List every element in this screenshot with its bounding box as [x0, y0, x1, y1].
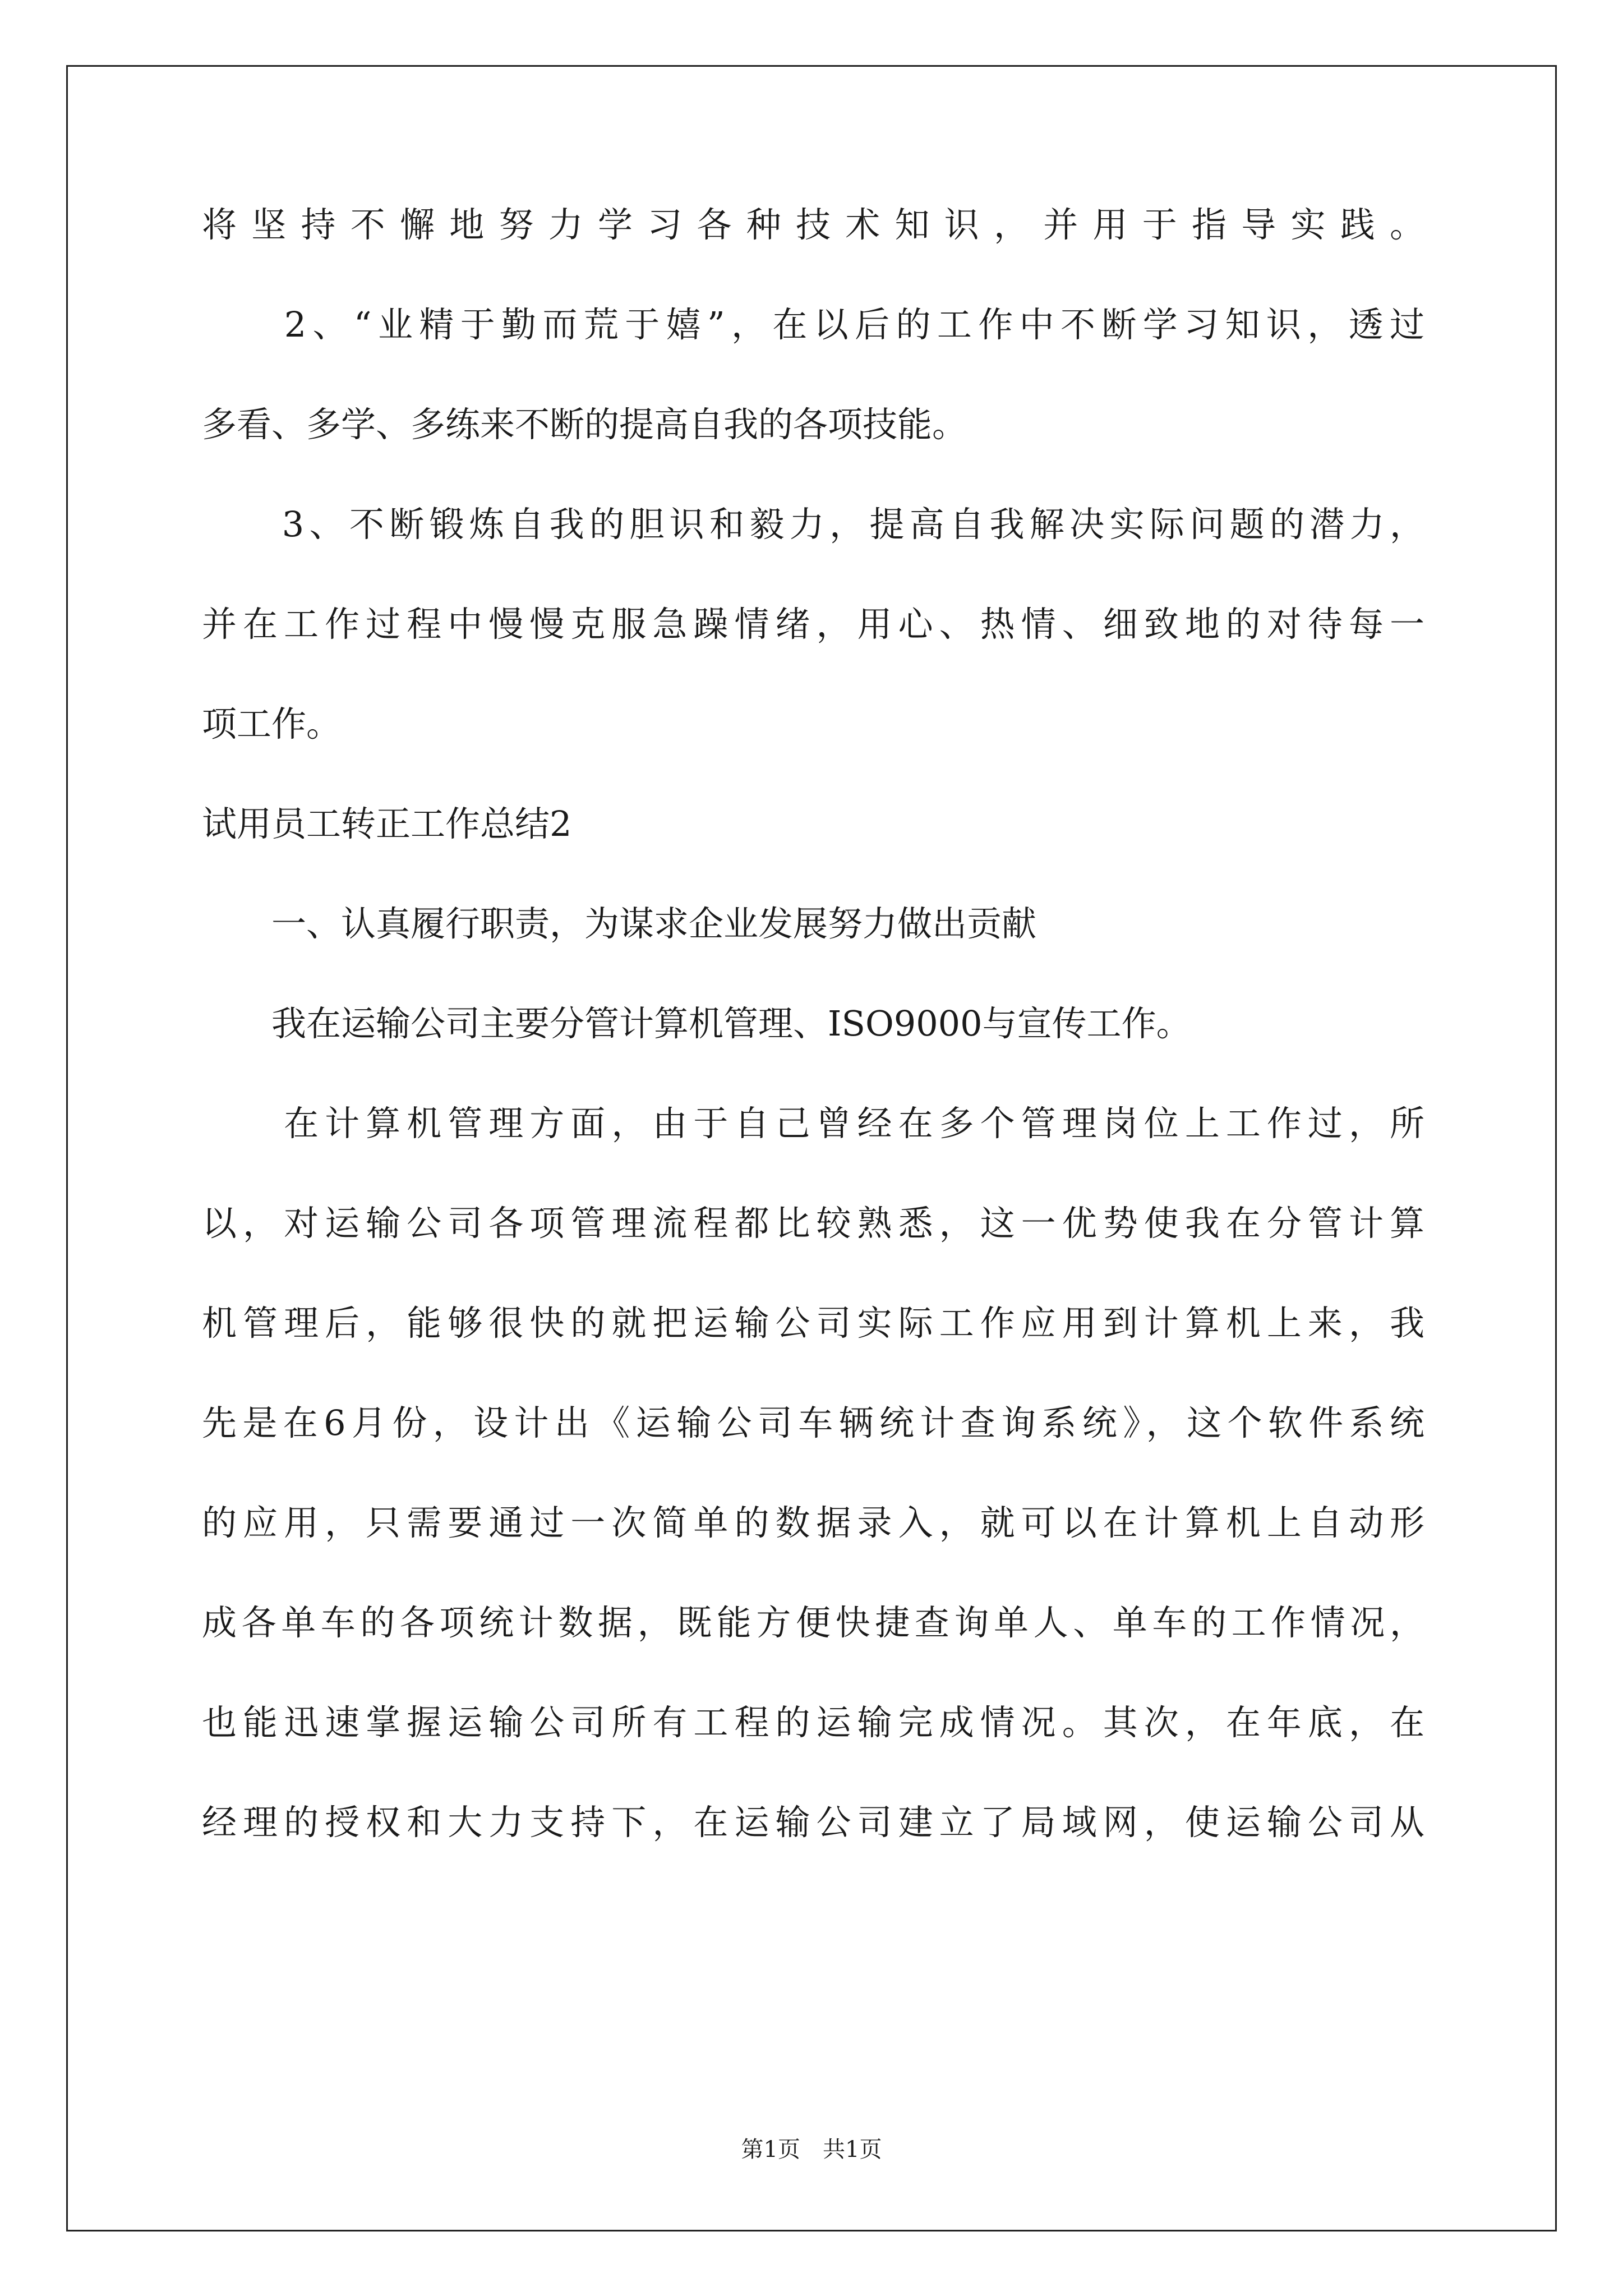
text-line: 机管理后，能够很快的就把运输公司实际工作应用到计算机上来，我: [202, 1303, 1424, 1343]
text-line: 并在工作过程中慢慢克服急躁情绪，用心、热情、细致地的对待每一: [202, 604, 1424, 645]
text-line: 经理的授权和大力支持下，在运输公司建立了局域网，使运输公司从: [202, 1802, 1424, 1843]
text-line: 的应用，只需要通过一次简单的数据录入，就可以在计算机上自动形: [202, 1502, 1424, 1543]
text-line: 3、不断锻炼自我的胆识和毅力，提高自我解决实际问题的潜力，: [202, 504, 1424, 545]
page-number-footer: 第1页 共1页: [741, 2137, 882, 2162]
page-border: [66, 65, 1557, 2231]
text-line: 在计算机管理方面，由于自己曾经在多个管理岗位上工作过，所: [202, 1103, 1424, 1144]
text-line: 成各单车的各项统计数据，既能方便快捷查询单人、单车的工作情况，: [202, 1602, 1424, 1643]
text-line: 先是在6月份，设计出《运输公司车辆统计查询系统》，这个软件系统: [202, 1402, 1424, 1443]
text-line: 我在运输公司主要分管计算机管理、ISO9000与宣传工作。: [202, 1003, 1191, 1044]
text-line: 将坚持不懈地努力学习各种技术知识，并用于指导实践。: [202, 204, 1424, 245]
section-heading: 试用员工转正工作总结2: [202, 803, 572, 844]
text-line: 项工作。: [202, 703, 342, 744]
text-line: 2、“业精于勤而荒于嬉”，在以后的工作中不断学习知识，透过: [202, 304, 1424, 345]
text-line: 也能迅速掌握运输公司所有工程的运输完成情况。其次，在年底，在: [202, 1702, 1424, 1743]
subsection-heading: 一、认真履行职责，为谋求企业发展努力做出贡献: [202, 903, 1037, 944]
text-line: 以，对运输公司各项管理流程都比较熟悉，这一优势使我在分管计算: [202, 1203, 1424, 1244]
text-line: 多看、多学、多练来不断的提高自我的各项技能。: [202, 404, 967, 445]
